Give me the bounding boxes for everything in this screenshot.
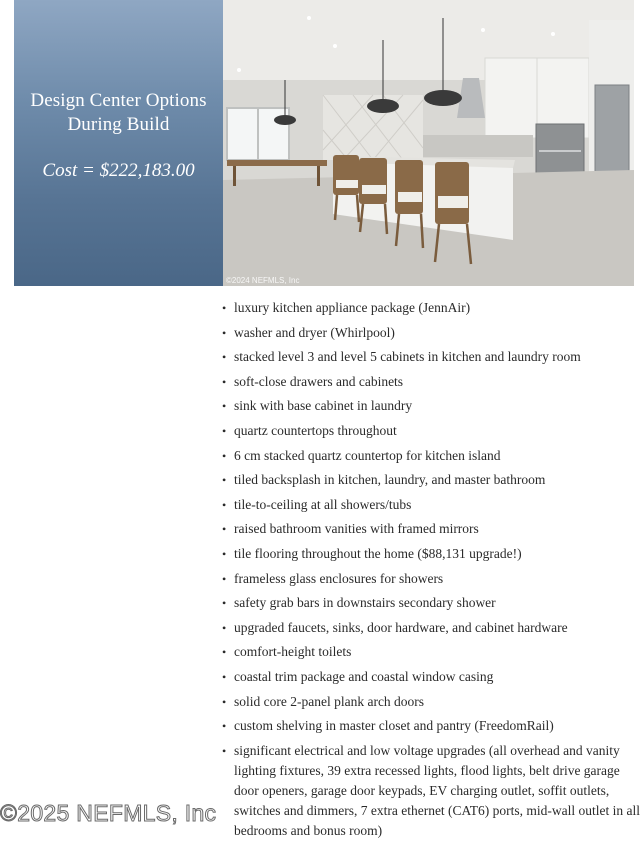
feature-list (222, 298, 640, 845)
feature-item: • stacked level 3 and level 5 cabinets in kitchen and laundry room (222, 347, 640, 367)
feature-item: • coastal trim package and coastal window casing (222, 667, 640, 687)
kitchen-photo-illustration (223, 0, 634, 286)
feature-item: • custom shelving in master closet and pantry (FreedomRail) (222, 716, 640, 736)
banner-title-line2: During Build (67, 114, 170, 135)
feature-item: • sink with base cabinet in laundry (222, 396, 640, 416)
feature-item: • tile-to-ceiling at all showers/tubs (222, 495, 640, 515)
feature-item: • 6 cm stacked quartz countertop for kitchen island (222, 446, 640, 466)
banner-cost: Cost = $222,183.00 (42, 160, 195, 181)
feature-item: • tiled backsplash in kitchen, laundry, and master bathroom (222, 470, 640, 490)
feature-item: • frameless glass enclosures for showers (222, 569, 640, 589)
banner-title-line1: Design Center Options (30, 90, 207, 111)
feature-item: • tile flooring throughout the home ($88,131 upgrade!) (222, 544, 640, 564)
photo-credit: ©2024 NEFMLS, Inc (226, 276, 300, 285)
feature-item: • solid core 2-panel plank arch doors (222, 692, 640, 712)
feature-item: • significant electrical and low voltage upgrades (all overhead and vanity lighting fixtures, 39 extra recessed lights, flood lights, belt drive garage door openers, garage door keypads, EV charging outlet, soffit outlets, switches and dimmers, 7 extra ethernet (CAT6) ports, mid-wall outlet in all bedrooms and bonus room) (222, 741, 640, 841)
kitchen-photo (223, 0, 634, 286)
feature-item: • upgraded faucets, sinks, door hardware, and cabinet hardware (222, 618, 640, 638)
feature-item: • quartz countertops throughout (222, 421, 640, 441)
banner-title (14, 89, 223, 137)
feature-item: • soft-close drawers and cabinets (222, 372, 640, 392)
feature-item: • washer and dryer (Whirlpool) (222, 323, 640, 343)
feature-item: • comfort-height toilets (222, 642, 640, 662)
cost-banner (14, 0, 223, 286)
watermark: ©2025 NEFMLS, Inc (0, 800, 217, 826)
feature-item: • safety grab bars in downstairs secondary shower (222, 593, 640, 613)
feature-item: • raised bathroom vanities with framed mirrors (222, 519, 640, 539)
feature-item: • luxury kitchen appliance package (JennAir) (222, 298, 640, 318)
